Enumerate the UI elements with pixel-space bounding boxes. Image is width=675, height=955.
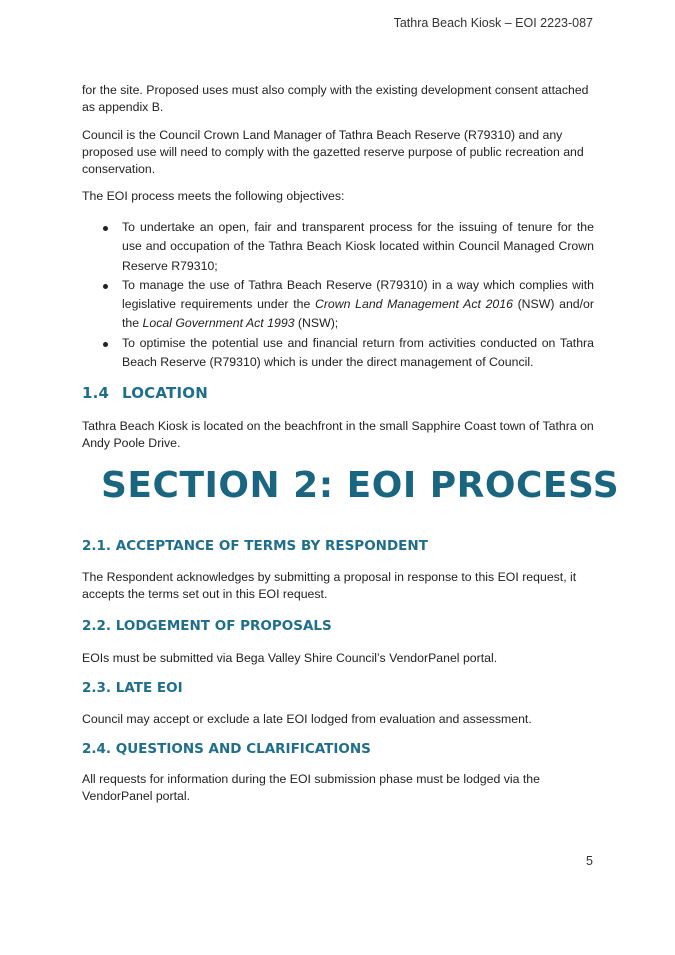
objective-text-1: To undertake an open, fair and transparent process for the issuing of tenure for the use and occupation of the Tathra Beach Kiosk located within Council Managed Crown Reserve R79310;	[122, 220, 594, 273]
subsection-2-2-heading: 2.2. LODGEMENT OF PROPOSALS	[82, 618, 332, 634]
bullet-icon	[103, 226, 108, 231]
bullet-icon	[103, 284, 108, 289]
objective-text-2c: (NSW);	[294, 316, 339, 331]
page-number: 5	[586, 854, 593, 868]
intro-paragraph-3: The EOI process meets the following objectives:	[82, 189, 345, 203]
intro-paragraph-2: Council is the Council Crown Land Manager of Tathra Beach Reserve (R79310) and any proposed use will need to comply with the gazetted reserve purpose of public recreation and conservation.	[82, 128, 584, 176]
list-item	[82, 276, 594, 334]
act-name-local-government: Local Government Act 1993	[142, 316, 295, 331]
objective-text-2b: (NSW) and/or the	[122, 297, 594, 331]
subsection-2-1-text: The Respondent acknowledges by submitting a proposal in response to this EOI request, it accepts the terms set out in this EOI request.	[82, 570, 577, 601]
subsection-2-3-text: Council may accept or exclude a late EOI lodged from evaluation and assessment.	[82, 712, 532, 726]
subsection-2-1-heading: 2.1. ACCEPTANCE OF TERMS BY RESPONDENT	[82, 538, 428, 554]
bullet-icon	[103, 342, 108, 347]
location-heading-text: LOCATION	[122, 384, 208, 402]
location-heading	[82, 384, 208, 402]
intro-paragraph-1: for the site. Proposed uses must also comply with the existing development consent attached as appendix B.	[82, 83, 589, 114]
running-header: Tathra Beach Kiosk – EOI 2223-087	[393, 16, 593, 30]
objective-text-2a: To manage the use of Tathra Beach Reserve (R79310) in a way which complies with legislative requirements under the	[122, 277, 594, 312]
subsection-2-2-text: EOIs must be submitted via Bega Valley Shire Council’s VendorPanel portal.	[82, 651, 498, 665]
subsection-2-3-heading: 2.3. LATE EOI	[82, 680, 183, 696]
list-item	[82, 218, 594, 276]
location-heading-number: 1.4	[82, 384, 110, 402]
objective-text-3: To optimise the potential use and financial return from activities conducted on Tathra Beach Reserve (R79310) which is under the direct management of Council.	[122, 335, 594, 370]
subsection-2-4-heading: 2.4. QUESTIONS AND CLARIFICATIONS	[82, 741, 371, 757]
act-name-crown-land: Crown Land Management Act 2016	[314, 297, 513, 312]
section-2-title: SECTION 2: EOI PROCESS	[101, 465, 620, 506]
list-item	[82, 334, 594, 373]
objectives-list	[82, 218, 594, 372]
subsection-2-4-text: All requests for information during the EOI submission phase must be lodged via the VendorPanel portal.	[82, 772, 540, 803]
location-paragraph: Tathra Beach Kiosk is located on the beachfront in the small Sapphire Coast town of Tathra on Andy Poole Drive.	[82, 419, 594, 450]
